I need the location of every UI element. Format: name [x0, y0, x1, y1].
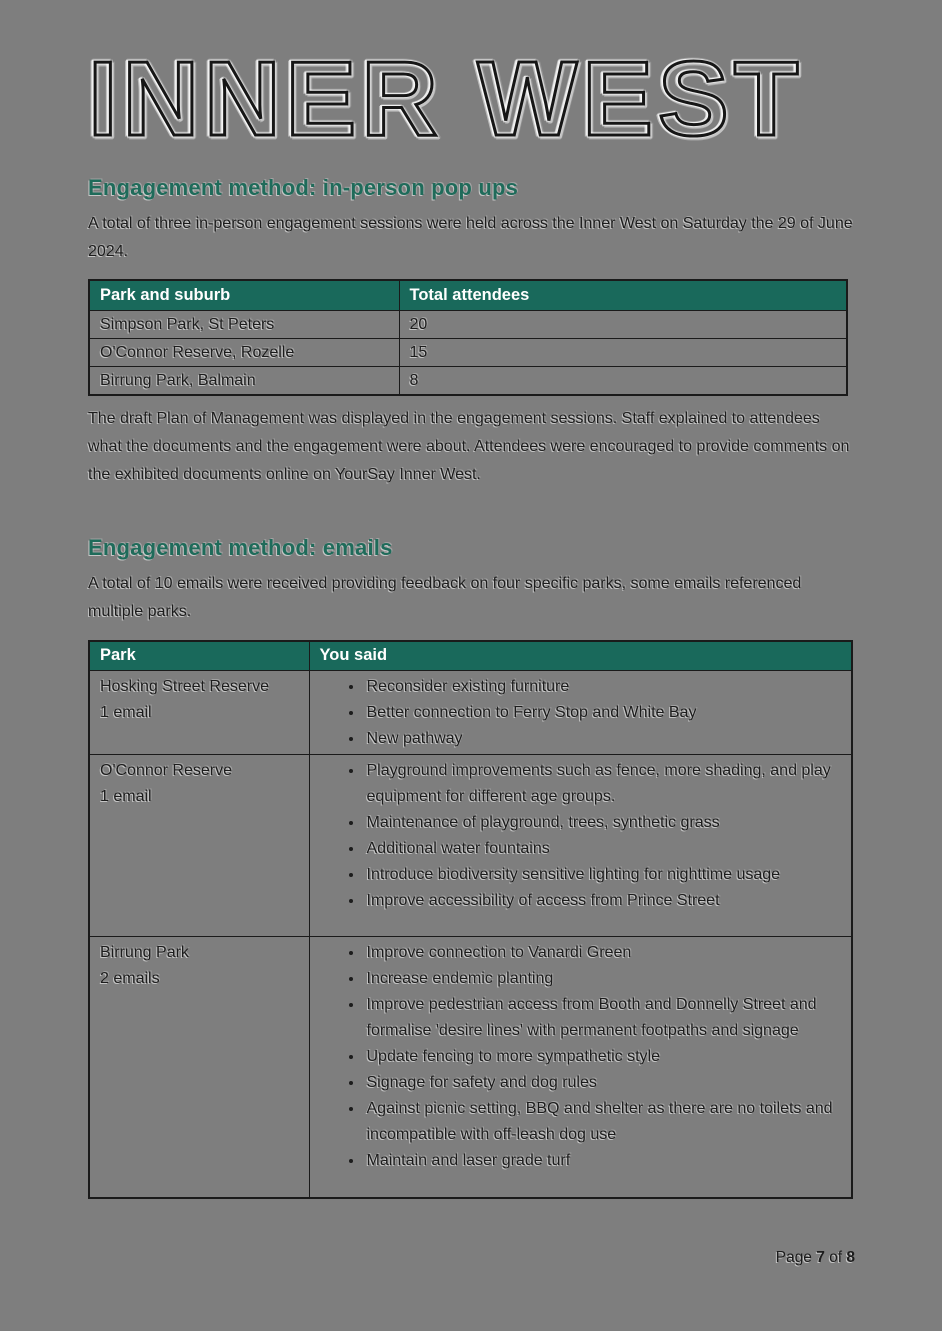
total-pages: 8	[846, 1249, 855, 1266]
col-header-park: Park	[89, 641, 309, 671]
feedback-item: • New pathway	[364, 726, 842, 752]
feedback-item: • Update fencing to more sympathetic style	[364, 1044, 842, 1070]
popups-section-heading: Engagement method: in-person pop ups	[88, 175, 519, 200]
emails-section-heading: Engagement method: emails	[88, 534, 393, 560]
of-word: of	[829, 1249, 843, 1266]
feedback-item: • Playground improvements such as fence, more shading, and play equipment for different age groups.	[364, 758, 842, 810]
emails-feedback-table	[88, 640, 853, 1199]
feedback-item: • Maintenance of playground, trees, synthetic grass	[364, 810, 842, 836]
feedback-item: • Reconsider existing furniture	[364, 674, 842, 700]
table-row	[89, 755, 852, 937]
park-cell: Birrung Park, Balmain	[89, 366, 399, 395]
park-cell: O'Connor Reserve, Rozelle	[89, 338, 399, 366]
feedback-cell	[309, 937, 852, 1198]
feedback-list	[320, 940, 842, 1174]
emails-table-header	[89, 641, 852, 671]
email-count: 1 email	[100, 704, 152, 721]
park-name: Birrung Park	[100, 944, 189, 961]
email-count: 2 emails	[100, 970, 160, 987]
attendees-table-header	[89, 280, 847, 310]
park-cell: Simpson Park, St Peters	[89, 310, 399, 338]
header-row	[89, 641, 852, 671]
feedback-cell	[309, 755, 852, 937]
col-header-total-attendees: Total attendees	[399, 280, 847, 310]
park-name: Hosking Street Reserve	[100, 678, 269, 695]
feedback-item: • Better connection to Ferry Stop and White Bay	[364, 700, 842, 726]
table-row	[89, 338, 847, 366]
popups-intro-paragraph: A total of three in-person engagement sessions were held across the Inner West on Saturday the 29 of June 2024.	[88, 215, 853, 260]
feedback-list	[320, 758, 842, 914]
emails-intro-paragraph: A total of 10 emails were received providing feedback on four specific parks, some emails referenced multiple parks.	[88, 574, 802, 620]
attendees-cell: 8	[399, 366, 847, 395]
feedback-item: • Against picnic setting, BBQ and shelter as there are no toilets and incompatible with off-leash dog use	[364, 1096, 842, 1148]
feedback-item: • Improve connection to Vanardi Green	[364, 940, 842, 966]
page-number	[776, 1249, 855, 1267]
feedback-item: • Signage for safety and dog rules	[364, 1070, 842, 1096]
park-cell	[89, 937, 309, 1198]
feedback-item: • Improve pedestrian access from Booth and Donnelly Street and formalise 'desire lines' with permanent footpaths and signage	[364, 992, 842, 1044]
table-row	[89, 310, 847, 338]
feedback-item: • Maintain and laser grade turf	[364, 1148, 842, 1174]
feedback-cell	[309, 671, 852, 755]
table-row	[89, 366, 847, 395]
attendees-cell: 20	[399, 310, 847, 338]
attendees-cell: 15	[399, 338, 847, 366]
inner-west-logo	[88, 55, 804, 147]
park-cell	[89, 755, 309, 937]
park-cell	[89, 671, 309, 755]
feedback-list	[320, 674, 842, 752]
header-row	[89, 280, 847, 310]
col-header-park-and-suburb: Park and suburb	[89, 280, 399, 310]
park-name: O'Connor Reserve	[100, 762, 232, 779]
email-count: 1 email	[100, 788, 152, 805]
feedback-item: • Increase endemic planting	[364, 966, 842, 992]
feedback-item: • Improve accessibility of access from Prince Street	[364, 888, 842, 914]
current-page: 7	[816, 1249, 825, 1266]
logo-text: INNER WEST	[88, 55, 804, 147]
feedback-item: • Additional water fountains	[364, 836, 842, 862]
table-row	[89, 937, 852, 1198]
table-row	[89, 671, 852, 755]
feedback-item: • Introduce biodiversity sensitive lighting for nighttime usage	[364, 862, 842, 888]
page-word: Page	[775, 1249, 812, 1266]
attendees-table	[88, 279, 848, 396]
col-header-you-said: You said	[309, 641, 852, 671]
popups-after-paragraph: The draft Plan of Management was displayed in the engagement sessions. Staff explained to attendees what the documents and the engagement were about. Attendees were encouraged to provide comments on the exhibited documents online on YourSay Inner West.	[88, 409, 850, 483]
